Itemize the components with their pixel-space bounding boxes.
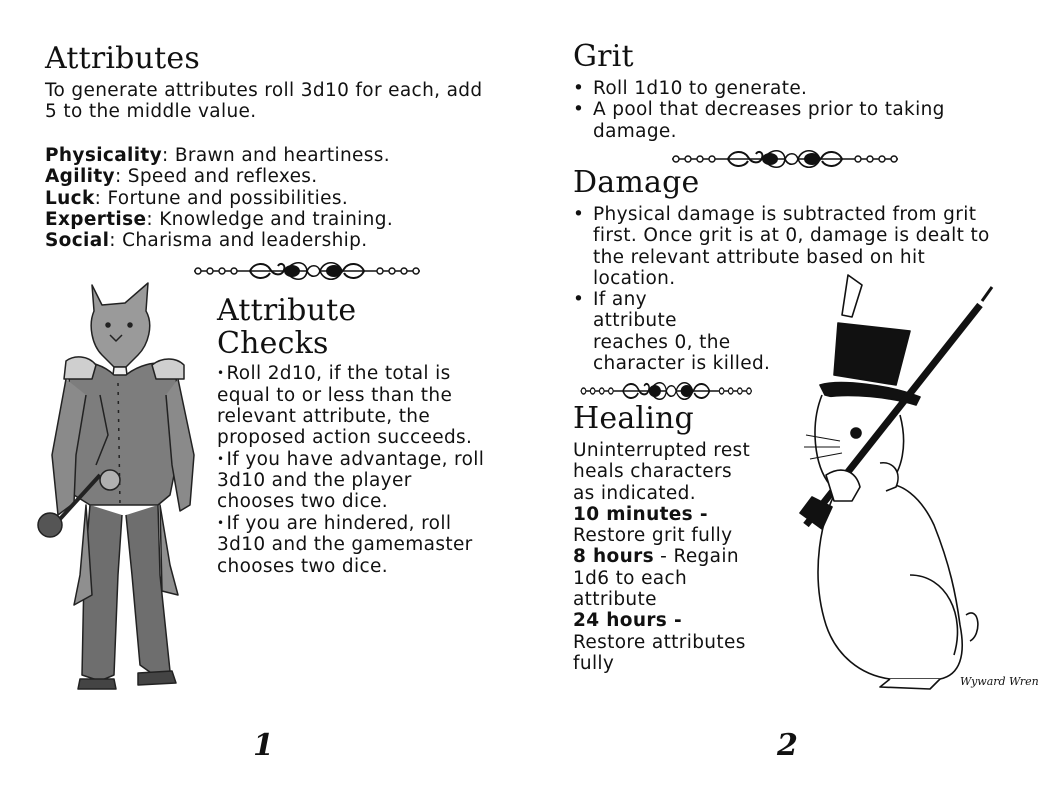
attribute-item-luck: Luck: Fortune and possibilities. <box>45 187 349 209</box>
attributes-list <box>45 145 495 251</box>
attribute-checks-heading <box>217 294 356 360</box>
attribute-item-social: Social: Charisma and leadership. <box>45 230 368 252</box>
flourish-divider-icon <box>192 260 424 282</box>
list-item: • If any attribute reaches 0, the character is killed. <box>573 289 771 375</box>
bullet-icon: • <box>573 204 585 225</box>
healing-intro: Uninterrupted rest heals characters as indicated. <box>573 440 751 504</box>
attribute-checks-list <box>217 363 487 577</box>
healing-text <box>573 440 759 674</box>
fox-officer-illustration <box>30 275 220 700</box>
healing-entry-24h: 24 hours - Restore attributes fully <box>573 610 746 674</box>
page-number: 2 <box>777 728 798 763</box>
list-item: • If you are hindered, roll 3d10 and the gamemaster chooses two dice. <box>217 512 473 577</box>
bullet-icon: • <box>217 516 225 531</box>
attributes-intro-text: To generate attributes roll 3d10 for each, add 5 to the middle value. <box>45 80 483 123</box>
attribute-item-agility: Agility: Speed and reflexes. <box>45 166 318 188</box>
list-item: • A pool that decreases prior to taking damage. <box>573 99 945 142</box>
page-number: 1 <box>253 728 274 763</box>
list-item: • Roll 1d10 to generate. <box>573 78 808 99</box>
attributes-intro <box>45 80 495 123</box>
attributes-heading: Attributes <box>45 41 200 76</box>
bullet-icon: • <box>573 289 585 311</box>
list-item: • If you have advantage, roll 3d10 and the player chooses two dice. <box>217 448 485 513</box>
attribute-item-physicality: Physicality: Brawn and heartiness. <box>45 145 390 166</box>
list-item: • Physical damage is subtracted from grit first. Once grit is at 0, damage is dealt to the relevant attribute based on hit location. <box>573 204 990 289</box>
rabbit-soldier-illustration <box>770 275 1039 700</box>
healing-heading: Healing <box>573 401 694 436</box>
artist-signature: Wyward Wren <box>960 675 1039 688</box>
checks-heading-line2: Checks <box>217 326 329 361</box>
page-2 <box>525 0 1051 809</box>
bullet-icon: • <box>573 78 585 99</box>
flourish-divider-icon <box>579 380 755 402</box>
bullet-icon: • <box>573 99 585 121</box>
attribute-item-expertise: Expertise: Knowledge and training. <box>45 208 394 230</box>
flourish-divider-icon <box>670 148 902 170</box>
damage-heading: Damage <box>573 165 700 200</box>
bullet-icon: • <box>217 451 225 466</box>
bullet-icon: • <box>217 366 225 381</box>
healing-entry-10min: 10 minutes - Restore grit fully <box>573 503 733 547</box>
page-1 <box>0 0 525 809</box>
list-item: • Roll 2d10, if the total is equal to or less than the relevant attribute, the proposed action succeeds. <box>217 363 473 449</box>
checks-heading-line1: Attribute <box>217 293 357 328</box>
healing-entry-8h: 8 hours - Regain 1d6 to each attribute <box>573 546 739 611</box>
grit-heading: Grit <box>573 39 634 74</box>
grit-list <box>573 78 993 142</box>
